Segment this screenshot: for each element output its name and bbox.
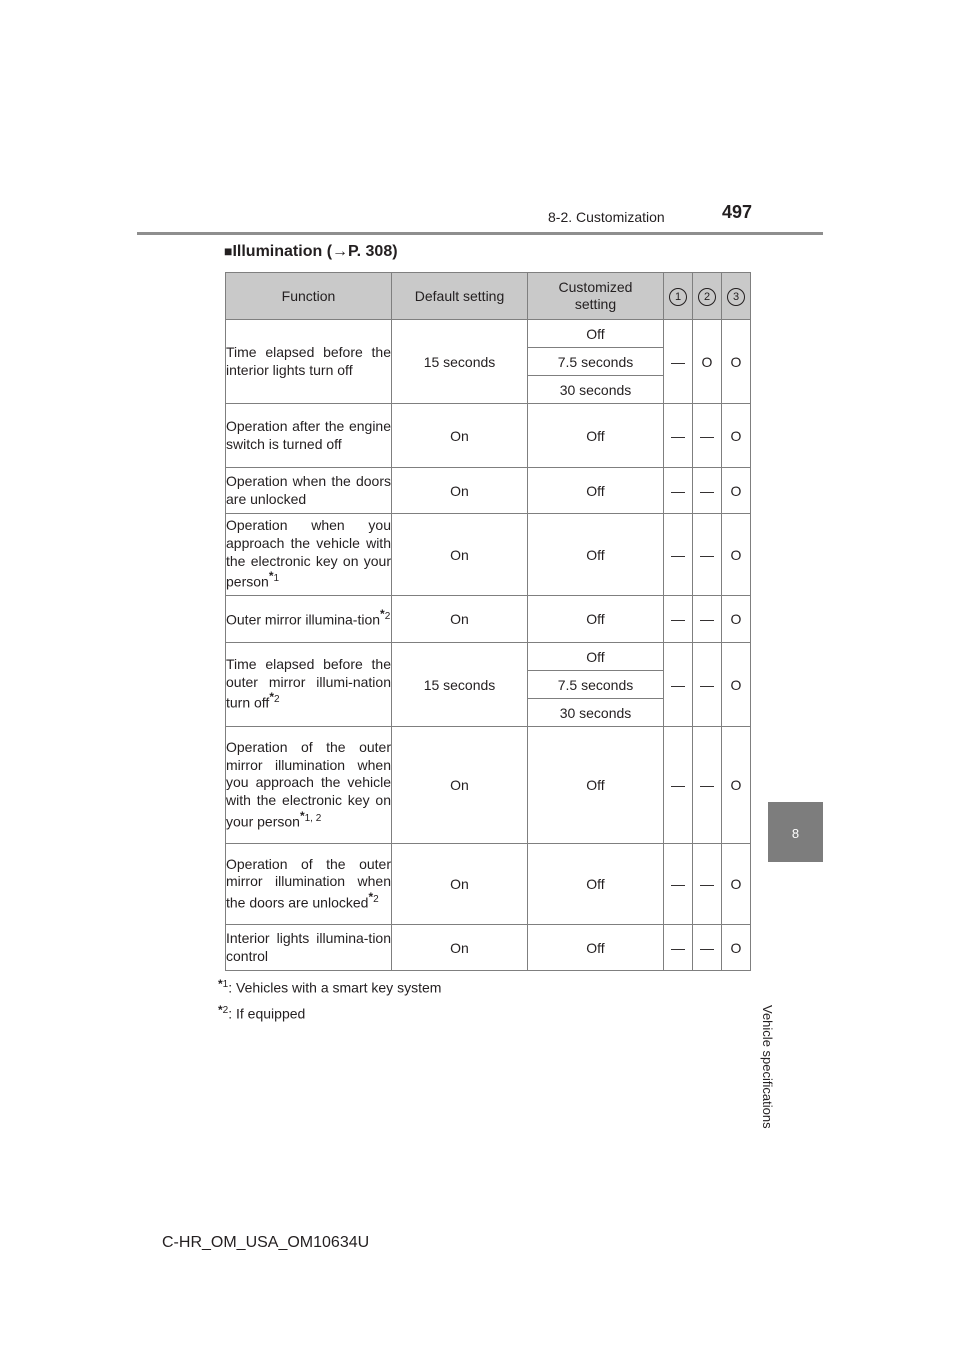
default-cell: 15 seconds bbox=[392, 643, 528, 727]
footnote-star: * bbox=[218, 1003, 223, 1017]
mark-cell: — bbox=[693, 727, 722, 844]
function-cell: Outer mirror illumina-tion*$^2$ bbox=[226, 596, 392, 643]
default-cell: On bbox=[392, 596, 528, 643]
chapter-number: 8 bbox=[791, 826, 800, 841]
footnote-ref: 2 bbox=[274, 694, 280, 706]
option-cell: 7.5 seconds bbox=[528, 348, 664, 376]
column-1-header bbox=[664, 273, 693, 320]
option-cell: 30 seconds bbox=[528, 376, 664, 404]
option-cell: Off bbox=[528, 925, 664, 971]
function-cell: Operation of the outer mirror illumination when you approach the vehicle with the electronic key on your person*$^{1, 2}$ bbox=[226, 727, 392, 844]
table-row bbox=[226, 596, 751, 643]
default-setting-header: Default setting bbox=[392, 273, 528, 320]
default-cell: On bbox=[392, 468, 528, 514]
option-cell: Off bbox=[528, 596, 664, 643]
footnote-star: * bbox=[299, 808, 305, 823]
table-row bbox=[226, 727, 751, 844]
default-cell: On bbox=[392, 514, 528, 596]
mark-cell: — bbox=[664, 727, 693, 844]
option-cell: Off bbox=[528, 643, 664, 671]
default-cell: On bbox=[392, 844, 528, 925]
footnote-ref: 2 bbox=[384, 611, 391, 623]
mark-cell: O bbox=[722, 643, 751, 727]
mark-cell: O bbox=[722, 596, 751, 643]
mark-cell: — bbox=[693, 844, 722, 925]
circled-3-icon: 3 bbox=[727, 288, 745, 306]
mark-cell: — bbox=[693, 596, 722, 643]
option-cell: Off bbox=[528, 404, 664, 468]
mark-cell: O bbox=[722, 468, 751, 514]
mark-cell: O bbox=[722, 404, 751, 468]
arrow-icon: → bbox=[332, 243, 349, 260]
footnote-star: * bbox=[380, 607, 385, 622]
mark-cell: — bbox=[693, 643, 722, 727]
function-cell: Time elapsed before the outer mirror illumi-nation turn off*$^2$ bbox=[226, 643, 392, 727]
mark-cell: O bbox=[722, 925, 751, 971]
page-number: 497 bbox=[722, 202, 753, 222]
mark-cell: O bbox=[722, 844, 751, 925]
footnote-star: * bbox=[218, 977, 223, 991]
table-row bbox=[226, 320, 751, 348]
mark-cell: O bbox=[722, 514, 751, 596]
table-row bbox=[226, 643, 751, 671]
footnote-ref: 2 bbox=[373, 893, 379, 905]
mark-cell: — bbox=[693, 468, 722, 514]
function-header: Function bbox=[226, 273, 392, 320]
table-row bbox=[226, 468, 751, 514]
default-cell: On bbox=[392, 925, 528, 971]
option-cell: Off bbox=[528, 727, 664, 844]
mark-cell: — bbox=[664, 320, 693, 404]
customized-setting-header: Customized setting bbox=[528, 273, 664, 320]
mark-cell: O bbox=[722, 320, 751, 404]
function-cell: Interior lights illumina-tion control bbox=[226, 925, 392, 971]
function-cell: Operation when you approach the vehicle with the electronic key on your person*$^1$ bbox=[226, 514, 392, 596]
table-header-row bbox=[226, 273, 751, 320]
mark-cell: — bbox=[693, 514, 722, 596]
table-row bbox=[226, 925, 751, 971]
option-cell: Off bbox=[528, 320, 664, 348]
footnote-ref: 1, 2 bbox=[304, 812, 322, 824]
option-cell: Off bbox=[528, 468, 664, 514]
option-cell: 7.5 seconds bbox=[528, 671, 664, 699]
column-2-header bbox=[693, 273, 722, 320]
default-cell: On bbox=[392, 404, 528, 468]
mark-cell: O bbox=[693, 320, 722, 404]
default-cell: On bbox=[392, 727, 528, 844]
footnote-star: * bbox=[268, 569, 274, 584]
mark-cell: — bbox=[664, 468, 693, 514]
document-id: C-HR_OM_USA_OM10634U bbox=[162, 1234, 370, 1251]
footnote-star: * bbox=[269, 690, 274, 705]
option-cell: Off bbox=[528, 514, 664, 596]
function-cell: Operation after the engine switch is turned off bbox=[226, 404, 392, 468]
section-title: ■Illumination (→P. 308) bbox=[224, 243, 398, 260]
mark-cell: — bbox=[693, 404, 722, 468]
mark-cell: — bbox=[664, 596, 693, 643]
mark-cell: — bbox=[664, 643, 693, 727]
footnote-1: *$^1$: Vehicles with a smart key system bbox=[218, 977, 442, 996]
mark-cell: — bbox=[664, 514, 693, 596]
footnote-star: * bbox=[368, 889, 374, 904]
chapter-title: Vehicle specifications bbox=[760, 1005, 775, 1129]
mark-cell: — bbox=[664, 925, 693, 971]
table-row bbox=[226, 844, 751, 925]
mark-cell: O bbox=[722, 727, 751, 844]
default-cell: 15 seconds bbox=[392, 320, 528, 404]
footnote-ref: 1 bbox=[273, 573, 280, 585]
section-header: 8-2. Customization bbox=[548, 209, 665, 225]
mark-cell: — bbox=[693, 925, 722, 971]
circled-2-icon: 2 bbox=[698, 288, 716, 306]
footnote-2: *$^2$: If equipped bbox=[218, 1003, 306, 1022]
function-cell: Operation when the doors are unlocked bbox=[226, 468, 392, 514]
square-bullet-icon: ■ bbox=[224, 243, 233, 259]
function-cell: Time elapsed before the interior lights turn off bbox=[226, 320, 392, 404]
table-row bbox=[226, 514, 751, 596]
header-divider bbox=[137, 232, 823, 235]
option-cell: 30 seconds bbox=[528, 699, 664, 727]
illumination-settings-table bbox=[225, 272, 751, 971]
mark-cell: — bbox=[664, 404, 693, 468]
function-cell: Operation of the outer mirror illumination when the doors are unlocked*$^2$ bbox=[226, 844, 392, 925]
circled-1-icon: 1 bbox=[669, 288, 687, 306]
table-row bbox=[226, 404, 751, 468]
mark-cell: — bbox=[664, 844, 693, 925]
column-3-header bbox=[722, 273, 751, 320]
option-cell: Off bbox=[528, 844, 664, 925]
